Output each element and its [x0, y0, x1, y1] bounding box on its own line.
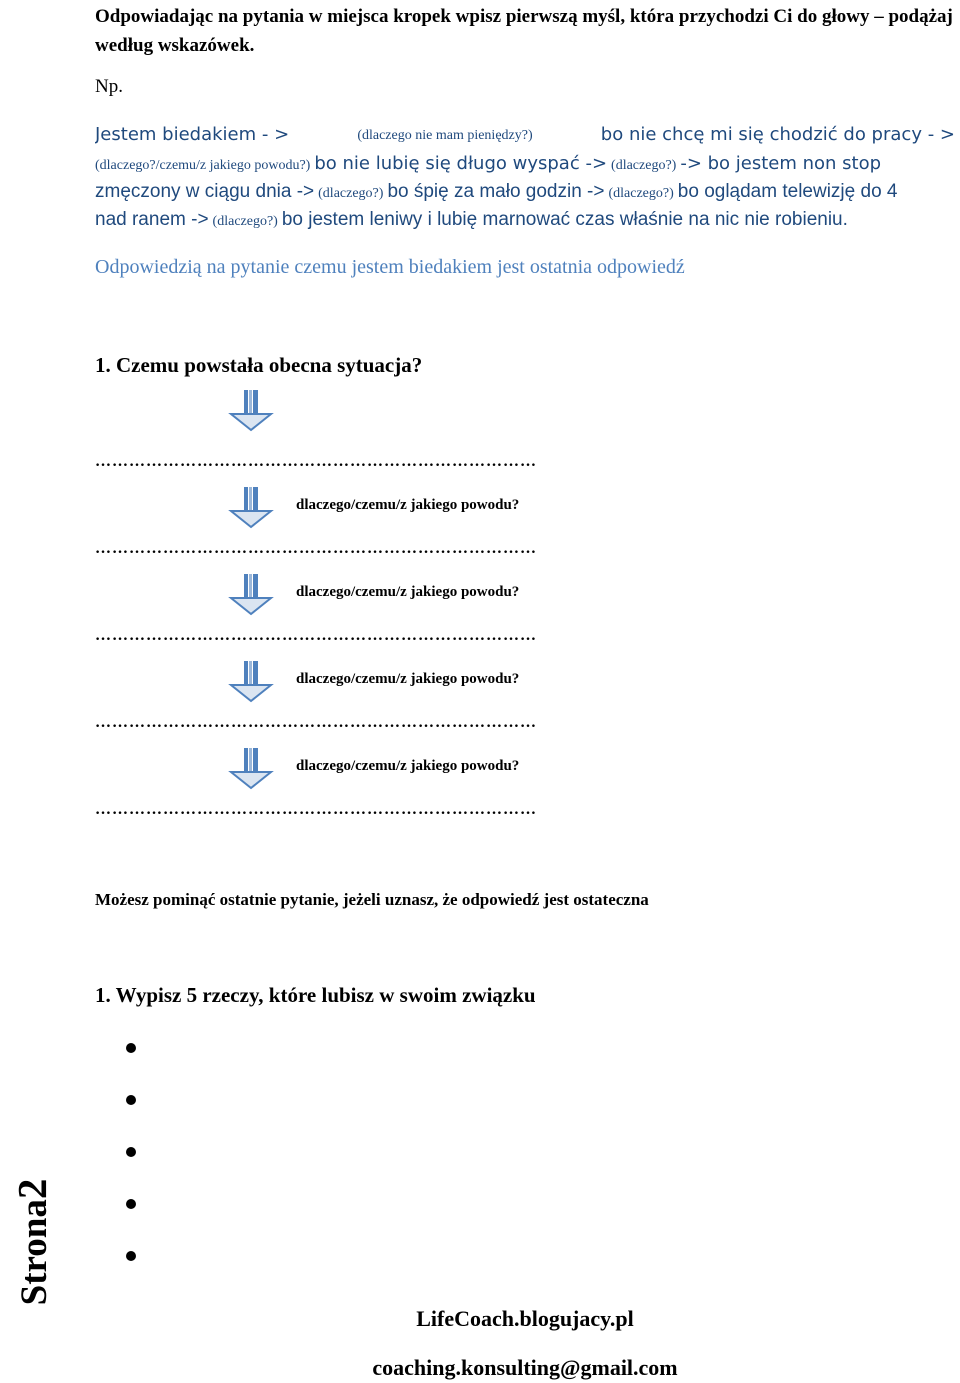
bullet-point — [126, 1043, 136, 1053]
example-line-4 — [95, 209, 955, 231]
bullet-point — [126, 1095, 136, 1105]
down-arrow-icon — [226, 572, 276, 616]
example-question: (dlaczego?) — [318, 186, 384, 201]
conclusion-text: Odpowiedzią na pytanie czemu jestem biedakiem jest ostatnia odpowiedź — [95, 256, 685, 278]
question-1-heading: 1. Czemu powstała obecna sytuacja? — [95, 353, 423, 377]
example-question: (dlaczego nie mam pieniędzy?) — [357, 128, 533, 143]
bullet-point — [126, 1147, 136, 1157]
answer-dots[interactable]: …………………………………………………………………… — [95, 627, 537, 644]
down-arrow-icon — [226, 659, 276, 703]
example-text: Jestem biedakiem - > — [95, 124, 290, 145]
note-text: Możesz pominąć ostatnie pytanie, jeżeli uznasz, że odpowiedź jest ostateczna — [95, 890, 649, 909]
example-line-3 — [95, 181, 955, 203]
down-arrow-icon — [226, 485, 276, 529]
example-text: bo nie chcę mi się chodzić do pracy - > — [600, 124, 955, 145]
bullet-point — [126, 1251, 136, 1261]
why-prompt: dlaczego/czemu/z jakiego powodu? — [296, 584, 520, 600]
answer-dots[interactable]: …………………………………………………………………… — [95, 453, 537, 470]
example-question: (dlaczego?/czemu/z jakiego powodu?) — [95, 158, 311, 173]
instructions-paragraph: Odpowiadając na pytania w miejsca kropek wpisz pierwszą myśl, która przychodzi Ci do głowy – podążaj według wskazówek. — [95, 6, 953, 56]
example-line-1 — [95, 124, 955, 145]
example-question: (dlaczego?) — [611, 158, 677, 173]
example-question: (dlaczego?) — [608, 186, 674, 201]
example-line-2 — [95, 153, 955, 174]
why-prompt: dlaczego/czemu/z jakiego powodu? — [296, 497, 520, 513]
answer-dots[interactable]: …………………………………………………………………… — [95, 714, 537, 731]
down-arrow-icon — [226, 388, 276, 432]
footer-email: coaching.konsulting@gmail.com — [372, 1355, 678, 1380]
example-text: bo jestem leniwy i lubię marnować czas właśnie na nic nie robieniu. — [281, 209, 848, 230]
example-text: -> bo jestem non stop — [680, 153, 882, 174]
answer-dots[interactable]: …………………………………………………………………… — [95, 801, 537, 818]
why-prompt: dlaczego/czemu/z jakiego powodu? — [296, 758, 520, 774]
example-text: bo nie lubię się długo wyspać -> — [314, 153, 608, 174]
why-prompt: dlaczego/czemu/z jakiego powodu? — [296, 671, 520, 687]
example-text: bo oglądam telewizję do 4 — [677, 181, 898, 202]
example-label: Np. — [95, 76, 123, 97]
question-2-heading: 1. Wypisz 5 rzeczy, które lubisz w swoim związku — [95, 983, 536, 1007]
example-question: (dlaczego?) — [212, 214, 278, 229]
example-text: bo śpię za mało godzin -> — [387, 181, 605, 202]
example-text: nad ranem -> — [95, 209, 209, 230]
down-arrow-icon — [226, 746, 276, 790]
page-label-number: 2 — [9, 1178, 55, 1200]
bullet-point — [126, 1199, 136, 1209]
example-text: zmęczony w ciągu dnia -> — [95, 181, 315, 202]
answer-dots[interactable]: …………………………………………………………………… — [95, 540, 537, 557]
page-label-word: Strona — [14, 1199, 55, 1306]
footer-site: LifeCoach.blogujacy.pl — [416, 1306, 634, 1331]
